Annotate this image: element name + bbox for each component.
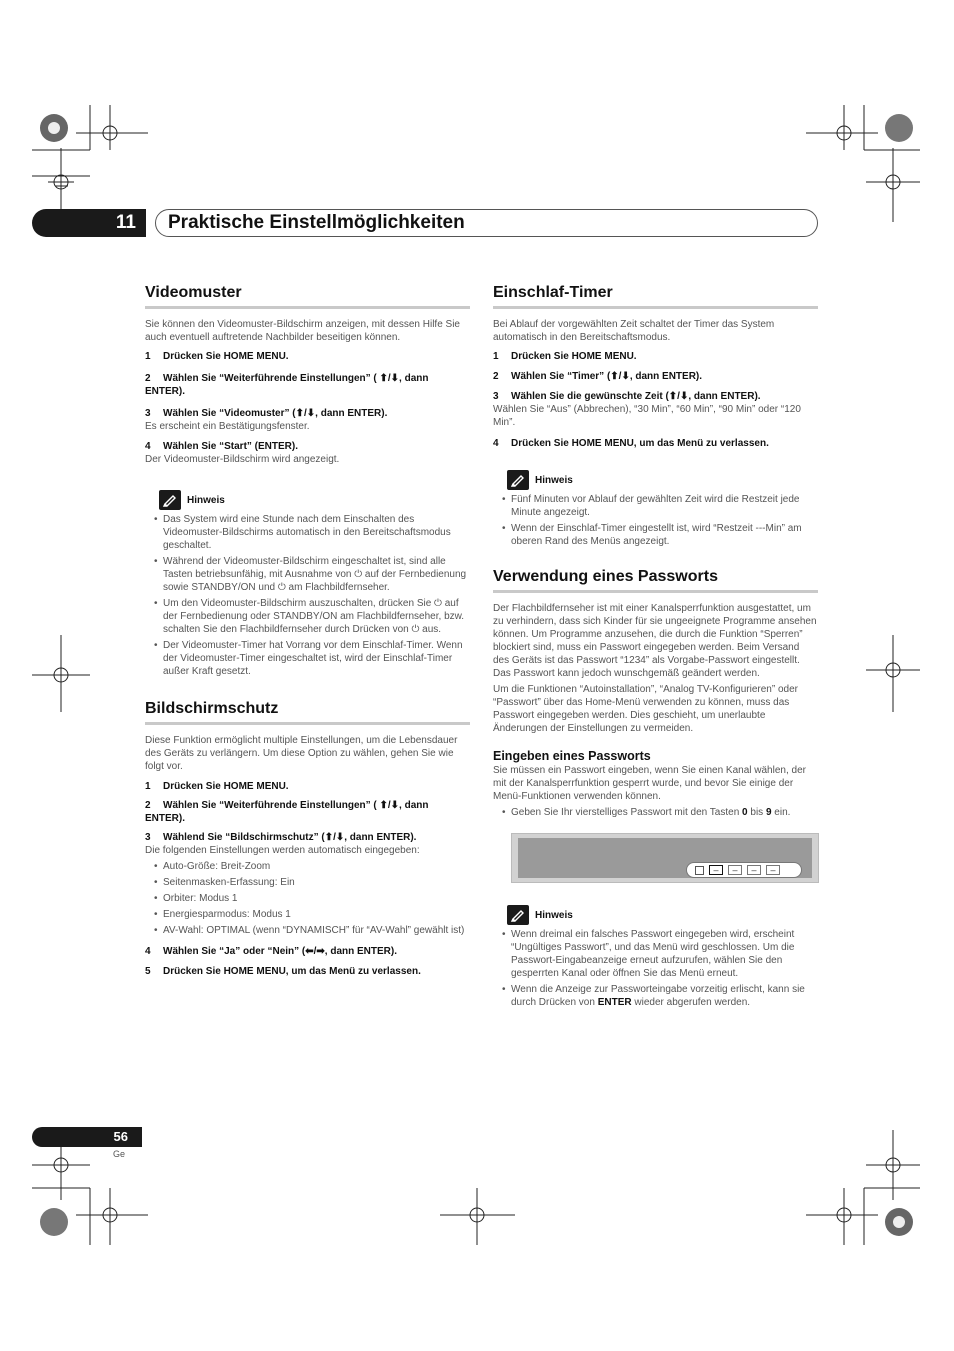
list-item: • Während der Videomuster-Bildschirm eingeschaltet ist, sind alle Tasten betriebsunfähig, mit Ausnahme von ⏻ auf der Fernbedienung sowie STANDBY/ON und ⏻ am Flachbildfernseher. (145, 555, 470, 594)
password-screen-panel (518, 838, 812, 878)
password-digit-slot: – (709, 865, 723, 875)
eingeben-list (493, 806, 818, 819)
list-item: • AV-Wahl: OPTIMAL (wenn “DYNAMISCH” für “AV-Wahl” gewählt ist) (145, 924, 470, 937)
left-column (145, 284, 470, 978)
list-item: • Energiesparmodus: Modus 1 (145, 908, 470, 921)
videomuster-intro: Sie können den Videomuster-Bildschirm anzeigen, mit dessen Hilfe Sie auch eventuell auftretende Nachbilder beseitigen können. (145, 319, 460, 343)
bildschirmschutz-step-4: 4 Wählen Sie “Ja” oder “Nein” (⬅/➡, dann ENTER). (145, 946, 398, 957)
passwort-note-header (507, 905, 818, 925)
note-label: Hinweis (535, 909, 573, 921)
chapter-title-bar (155, 209, 818, 237)
list-item: • Orbiter: Modus 1 (145, 892, 470, 905)
section-title-passwort: Verwendung eines Passworts (493, 568, 818, 593)
passwort-intro-1: Der Flachbildfernseher ist mit einer Kanalsperrfunktion ausgestattet, um zu verhindern, dass sich Kinder für sie ungeeignete Programme ansehen können. Um Programme anzusehen, die durch die Funktion “Sperren” blockiert sind, muss ein Passwort eingegeben werden. Beim Versand des Geräts ist das Passwort “1234” als Vorgabe-Passwort eingestellt. Das Passwort kann jedoch wunschgemäß geändert werden. (493, 603, 817, 679)
videomuster-step-3-note: Es erscheint ein Bestätigungsfenster. (145, 421, 310, 432)
list-item: • Seitenmasken-Erfassung: Ein (145, 876, 470, 889)
chapter-number-badge (32, 209, 146, 237)
note-label: Hinweis (187, 494, 225, 506)
right-column (493, 284, 818, 1009)
videomuster-step-2: 2 Wählen Sie “Weiterführende Einstellungen” ( ⬆/⬇, dann ENTER). (145, 373, 429, 397)
pencil-note-icon (507, 470, 529, 490)
videomuster-step-3: 3 Wählen Sie “Videomuster” (⬆/⬇, dann ENTER). (145, 408, 388, 419)
bildschirmschutz-step-3-note: Die folgenden Einstellungen werden automatisch eingegeben: (145, 845, 420, 856)
password-input[interactable] (686, 862, 802, 878)
timer-step-3: 3 Wählen Sie die gewünschte Zeit (⬆/⬇, dann ENTER). (493, 391, 761, 402)
videomuster-step-4: 4 Wählen Sie “Start” (ENTER). (145, 441, 299, 452)
passwort-intro-2: Um die Funktionen “Autoinstallation”, “Analog TV-Konfigurieren” oder “Passwort” über das Home-Menü verwenden zu können, muss das Passwort eingegeben werden. Dies geschieht, um unerlaubte Änderungen der Einstellungen zu vermeiden. (493, 684, 798, 734)
list-item: • Wenn dreimal ein falsches Passwort eingegeben wird, erscheint “Ungültiges Passwort”, und das Menü wird geschlossen. Um die Passwort-Eingabeanzeige erneut aufzurufen, wählen Sie den gesperrten Kanal oder öffnen Sie das Menü erneut. (493, 928, 818, 980)
pencil-note-icon (507, 905, 529, 925)
timer-step-4: 4 Drücken Sie HOME MENU, um das Menü zu verlassen. (493, 438, 769, 449)
password-digit-slot: – (747, 865, 761, 875)
list-item: • Das System wird eine Stunde nach dem Einschalten des Videomuster-Bildschirms automatisch in den Bereitschaftsmodus geschaltet. (145, 513, 470, 552)
password-digit-slot: – (766, 865, 780, 875)
page-number: 56 (113, 1129, 128, 1144)
chapter-title: Praktische Einstellmöglichkeiten (168, 212, 465, 233)
chapter-number: 11 (115, 212, 136, 233)
list-item: • Fünf Minuten vor Ablauf der gewählten Zeit wird die Restzeit jede Minute angezeigt. (493, 493, 818, 519)
timer-step-1: 1 Drücken Sie HOME MENU. (493, 351, 637, 362)
videomuster-step-4-note: Der Videomuster-Bildschirm wird angezeigt. (145, 454, 340, 465)
page-language-code: Ge (113, 1149, 126, 1159)
list-item: • Auto-Größe: Breit-Zoom (145, 860, 470, 873)
videomuster-notes-list (145, 513, 470, 678)
section-title-bildschirmschutz: Bildschirmschutz (145, 700, 470, 725)
password-digit-slot: – (728, 865, 742, 875)
bildschirmschutz-step-2: 2 Wählen Sie “Weiterführende Einstellungen” ( ⬆/⬇, dann ENTER). (145, 800, 429, 824)
bildschirmschutz-step-5: 5 Drücken Sie HOME MENU, um das Menü zu verlassen. (145, 966, 421, 977)
pencil-note-icon (159, 490, 181, 510)
timer-note-header (507, 470, 818, 490)
password-entry-screen (511, 833, 819, 883)
passwort-notes-list (493, 928, 818, 1009)
videomuster-step-1: 1 Drücken Sie HOME MENU. (145, 351, 289, 362)
bildschirmschutz-step-3: 3 Wählend Sie “Bildschirmschutz” (⬆/⬇, dann ENTER). (145, 832, 417, 843)
keypad-icon (695, 866, 704, 875)
note-label: Hinweis (535, 474, 573, 486)
list-item: • Wenn die Anzeige zur Passworteingabe vorzeitig erlischt, kann sie durch Drücken von ENTER wieder abgerufen werden. (493, 983, 818, 1009)
timer-step-2: 2 Wählen Sie “Timer” (⬆/⬇, dann ENTER). (493, 371, 703, 382)
list-item: • Der Videomuster-Timer hat Vorrang vor dem Einschlaf-Timer. Wenn der Videomuster-Timer eingeschaltet ist, wird der Einschlaf-Timer außer Kraft gesetzt. (145, 639, 470, 678)
bildschirmschutz-intro: Diese Funktion ermöglicht multiple Einstellungen, um die Lebensdauer des Geräts zu verlängern. Um diese Option zu wählen, gehen Sie wie folgt vor. (145, 735, 458, 772)
videomuster-note-header (159, 490, 470, 510)
list-item: • Wenn der Einschlaf-Timer eingestellt ist, wird “Restzeit ---Min” am oberen Rand des Menüs angezeigt. (493, 522, 818, 548)
section-title-videomuster: Videomuster (145, 284, 470, 309)
timer-notes-list (493, 493, 818, 548)
timer-step-3-note: Wählen Sie “Aus” (Abbrechen), “30 Min”, “60 Min”, “90 Min” oder “120 Min”. (493, 404, 801, 428)
subsection-title-eingeben: Eingeben eines Passworts (493, 749, 651, 763)
bildschirmschutz-step-1: 1 Drücken Sie HOME MENU. (145, 781, 289, 792)
eingeben-text: Sie müssen ein Passwort eingeben, wenn Sie einen Kanal wählen, der mit der Kanalsperrfunktion gesperrt wurde, und bevor Sie einige der Menü-Funktionen verwenden können. (493, 765, 806, 802)
list-item: • Um den Videomuster-Bildschirm auszuschalten, drücken Sie ⏻ auf der Fernbedienung oder STANDBY/ON am Flachbildfernseher, bzw. schalten Sie den Flachbildfernseher durch Drücken von ⏻ aus. (145, 597, 470, 636)
timer-intro: Bei Ablauf der vorgewählten Zeit schaltet der Timer das System automatisch in den Bereitschaftsmodus. (493, 319, 775, 343)
bildschirmschutz-settings-list (145, 860, 470, 937)
page-number-badge (32, 1127, 142, 1147)
list-item: • Geben Sie Ihr vierstelliges Passwort mit den Tasten 0 bis 9 ein. (493, 806, 818, 819)
section-title-einschlaf-timer: Einschlaf-Timer (493, 284, 818, 309)
